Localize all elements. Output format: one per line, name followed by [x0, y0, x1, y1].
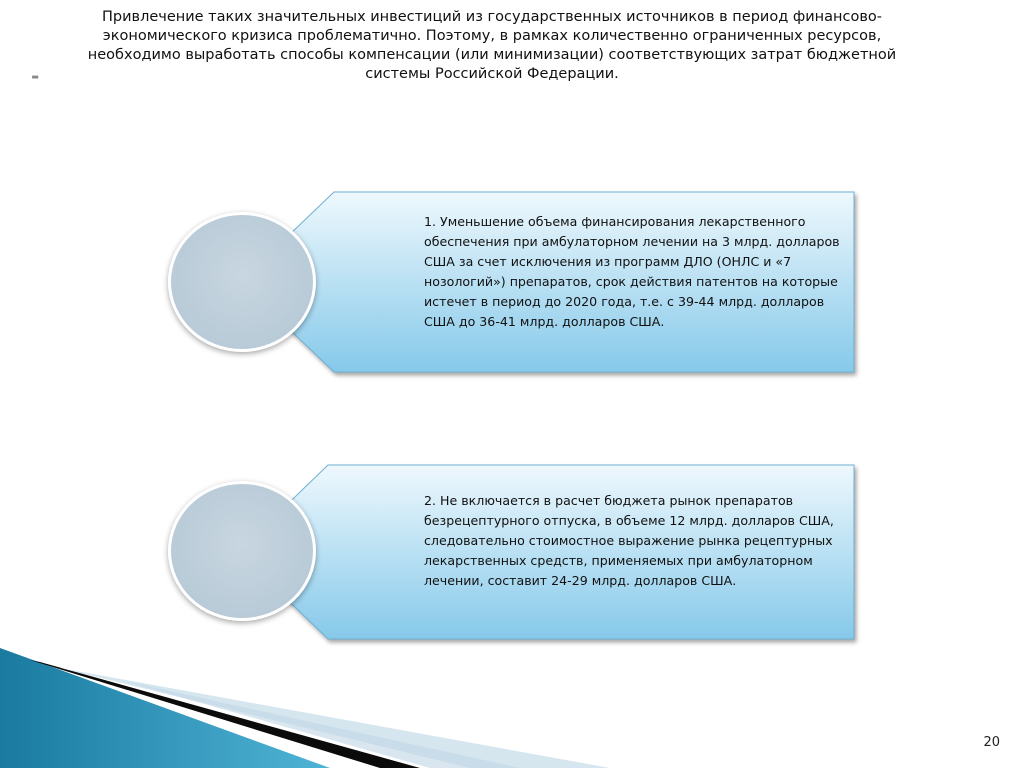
card-1-circle	[168, 212, 316, 352]
corner-decoration	[0, 640, 620, 768]
card-2	[160, 463, 860, 641]
intro-paragraph: Привлечение таких значительных инвестиций из государственных источников в период финансово-экономического кризиса проблематично. Поэтому, в рамках количественно ограниченных ресурсов, необходимо выработать способы компенсации (или минимизации) соответствующих затрат бюджетной системы Российской Федерации.	[87, 9, 897, 82]
page-number: 20	[983, 735, 1000, 750]
card-1	[160, 190, 860, 374]
card-2-circle	[168, 481, 316, 621]
card-1-text: 1. Уменьшение объема финансирования лекарственного обеспечения при амбулаторном лечении на 3 млрд. долларов США за счет исключения из программ ДЛО (ОНЛС и «7 нозологий») препаратов, срок действия патентов на которые истечет в период до 2020 года, т.е. с 39-44 млрд. долларов США до 36-41 млрд. долларов США.	[424, 214, 840, 329]
bullet-marker: -	[31, 64, 40, 88]
card-2-text: 2. Не включается в расчет бюджета рынок препаратов безрецептурного отпуска, в объеме 12 млрд. долларов США, следовательно стоимостное выражение рынка рецептурных лекарственных средств, применяемых при амбулаторном лечении, составит 24-29 млрд. долларов США.	[424, 493, 834, 588]
